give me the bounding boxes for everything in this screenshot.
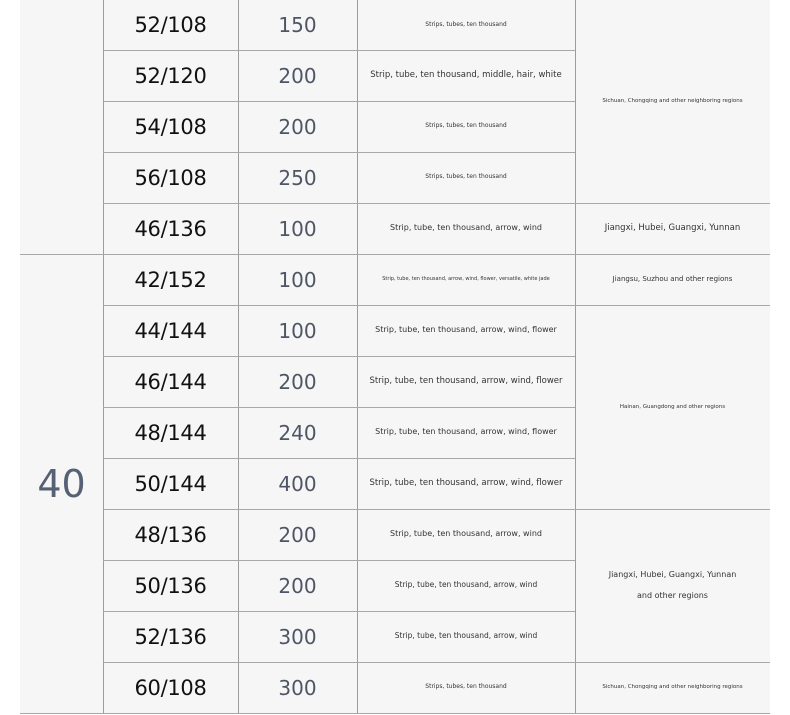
code-cell [103,611,238,662]
column-divider [575,0,576,714]
row-divider [103,305,575,306]
spec-code: 46/144 [134,369,207,394]
qty-cell [238,458,357,509]
code-cell [103,356,238,407]
spec-code: 56/108 [134,165,207,190]
region-cell [575,254,770,305]
spec-code: 48/136 [134,522,207,547]
description-text: Strip, tube, ten thousand, arrow, wind, flower [375,427,557,437]
region-divider [575,662,770,663]
qty-cell [238,356,357,407]
row-divider [103,407,575,408]
qty-cell [238,254,357,305]
quantity-value: 240 [278,420,317,445]
quantity-value: 300 [278,624,317,649]
region-text: Jiangxi, Hubei, Guangxi, Yunnan [604,222,741,233]
row-divider [103,101,575,102]
region-text: Hainan, Guangdong and other regions [619,403,726,410]
description-text: Strip, tube, ten thousand, arrow, wind [394,631,538,641]
region-cell [575,662,770,713]
row-divider [103,50,575,51]
spec-code: 48/144 [134,420,207,445]
row-divider [103,662,575,663]
description-text: Strip, tube, ten thousand, arrow, wind, flower [369,375,563,386]
row-divider [103,203,575,204]
region-text: Jiangsu, Suzhou and other regions [612,274,733,283]
desc-cell [357,611,575,662]
region-divider [575,254,770,255]
desc-cell [357,305,575,356]
qty-cell [238,560,357,611]
region-divider [575,203,770,204]
column-divider [357,0,358,714]
description-text: Strip, tube, ten thousand, arrow, wind, flower [369,477,563,488]
qty-cell [238,611,357,662]
group-cell-upper [20,0,103,254]
column-divider [103,0,104,714]
desc-cell [357,560,575,611]
desc-cell [357,458,575,509]
region-divider [575,509,770,510]
row-divider [103,560,575,561]
desc-cell [357,203,575,254]
desc-cell [357,101,575,152]
group-label: 40 [37,461,86,506]
quantity-value: 150 [278,13,317,37]
spec-code: 42/152 [134,267,207,292]
qty-cell [238,407,357,458]
desc-cell [357,254,575,305]
desc-cell [357,662,575,713]
desc-cell [357,50,575,101]
spec-code: 44/144 [134,318,207,343]
column-divider [238,0,239,714]
description-text: Strips, tubes, ten thousand [425,20,507,28]
code-cell [103,509,238,560]
description-text: Strips, tubes, ten thousand [425,173,507,181]
table-bottom-border [20,713,770,714]
code-cell [103,101,238,152]
quantity-value: 200 [278,63,317,88]
qty-cell [238,0,357,50]
region-text: Sichuan, Chongqing and other neighboring regions [602,684,743,691]
qty-cell [238,509,357,560]
code-cell [103,407,238,458]
region-text: Sichuan, Chongqing and other neighboring regions [602,98,743,105]
spec-code: 52/136 [134,624,207,649]
region-text-continued: and other regions [637,590,708,600]
spec-code: 50/136 [134,573,207,598]
desc-cell [357,407,575,458]
code-cell [103,203,238,254]
region-cell [575,0,770,203]
spec-code: 52/120 [134,63,207,88]
code-cell [103,152,238,203]
code-cell [103,50,238,101]
quantity-value: 200 [278,114,317,139]
qty-cell [238,50,357,101]
quantity-value: 200 [278,573,317,598]
region-cell [575,203,770,254]
description-text: Strip, tube, ten thousand, middle, hair, white [370,69,562,80]
row-divider [103,611,575,612]
region-cell [575,305,770,509]
spec-code: 54/108 [134,114,207,139]
qty-cell [238,101,357,152]
qty-cell [238,662,357,713]
region-divider [575,305,770,306]
qty-cell [238,152,357,203]
spec-code: 60/108 [134,675,207,700]
quantity-value: 200 [278,369,317,394]
code-cell [103,0,238,50]
desc-cell [357,152,575,203]
quantity-value: 100 [278,267,317,292]
code-cell [103,458,238,509]
desc-cell [357,509,575,560]
description-text: Strip, tube, ten thousand, arrow, wind, flower, versatile, white jade [382,275,550,282]
region-cell [575,509,770,662]
region-text: Jiangxi, Hubei, Guangxi, Yunnan [608,569,737,579]
row-divider [103,509,575,510]
qty-cell [238,203,357,254]
spec-code: 52/108 [134,13,207,37]
desc-cell [357,356,575,407]
group-cell-40 [20,254,103,713]
code-cell [103,305,238,356]
description-text: Strip, tube, ten thousand, arrow, wind [390,223,542,233]
quantity-value: 100 [278,318,317,343]
spec-code: 46/136 [134,216,207,241]
quantity-value: 200 [278,522,317,547]
quantity-value: 300 [278,675,317,700]
desc-cell [357,0,575,50]
code-cell [103,254,238,305]
description-text: Strip, tube, ten thousand, arrow, wind [394,580,538,590]
row-divider [103,254,575,255]
row-divider [103,458,575,459]
row-divider [103,152,575,153]
quantity-value: 250 [278,165,317,190]
description-text: Strip, tube, ten thousand, arrow, wind [390,529,542,539]
code-cell [103,662,238,713]
row-divider [103,356,575,357]
quantity-value: 100 [278,216,317,241]
description-text: Strips, tubes, ten thousand [425,683,507,691]
description-text: Strip, tube, ten thousand, arrow, wind, flower [375,325,557,335]
quantity-value: 400 [278,471,317,496]
qty-cell [238,305,357,356]
spec-code: 50/144 [134,471,207,496]
group-divider [20,254,103,255]
description-text: Strips, tubes, ten thousand [425,122,507,130]
code-cell [103,560,238,611]
